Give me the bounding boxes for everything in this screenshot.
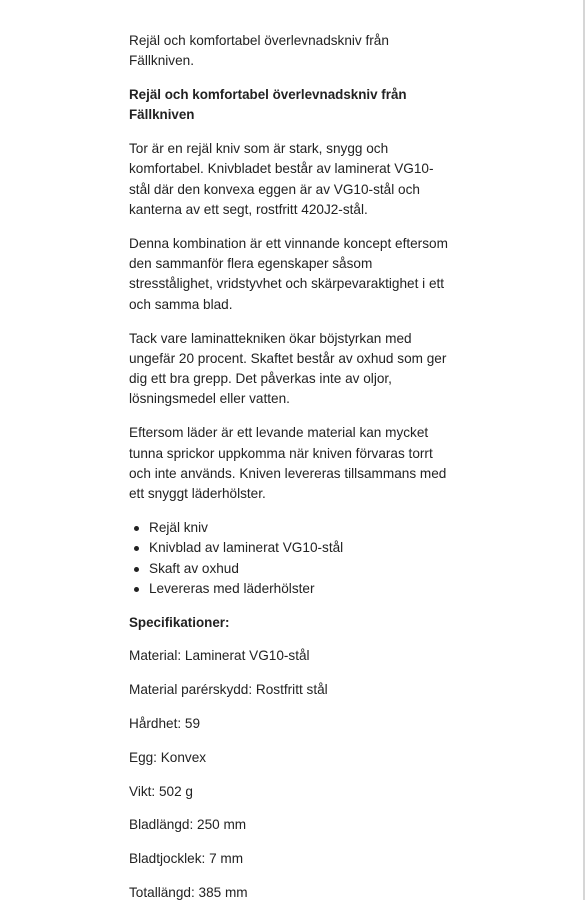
spec-row: Material parérskydd: Rostfritt stål	[129, 682, 328, 698]
feature-list-item	[149, 518, 449, 538]
bullet-icon	[134, 587, 139, 592]
intro-text: Rejäl och komfortabel överlevnadskniv från Fällkniven.	[129, 33, 389, 69]
spec-row: Bladlängd: 250 mm	[129, 817, 247, 833]
spec-row: Hårdhet: 59	[129, 716, 201, 732]
bullet-icon	[134, 546, 139, 551]
feature-list-item	[149, 559, 449, 579]
spec-row: Egg: Konvex	[129, 749, 207, 765]
feature-text: Knivblad av laminerat VG10-stål	[149, 540, 344, 556]
feature-list	[129, 518, 449, 599]
description-paragraph: Tor är en rejäl kniv som är stark, snygg och komfortabel. Knivbladet består av laminerat VG10-stål där den konvexa eggen är av VG10-stål och kanterna av ett segt, rostfritt 420J2-stål.	[129, 141, 434, 218]
description-paragraph: Tack vare laminattekniken ökar böjstyrkan med ungefär 20 procent. Skaftet består av oxhud som ger dig ett bra grepp. Det påverkas inte av oljor, lösningsmedel eller vatten.	[129, 330, 447, 407]
feature-list-item	[149, 579, 449, 599]
spec-row: Material: Laminerat VG10-stål	[129, 648, 310, 664]
description-paragraph: Eftersom läder är ett levande material kan mycket tunna sprickor uppkomma när kniven förvaras torrt och inte används. Kniven levereras tillsammans med ett snyggt läderhölster.	[129, 425, 447, 502]
bullet-icon	[134, 526, 139, 531]
spec-row: Vikt: 502 g	[129, 783, 193, 799]
product-description	[129, 31, 449, 917]
feature-list-item	[149, 538, 449, 558]
bullet-icon	[134, 567, 139, 572]
spec-row: Bladtjocklek: 7 mm	[129, 851, 244, 867]
feature-text: Skaft av oxhud	[149, 560, 239, 576]
specs-heading: Specifikationer:	[129, 614, 230, 630]
spec-row: Totallängd: 385 mm	[129, 885, 248, 900]
feature-text: Rejäl kniv	[149, 519, 208, 535]
description-heading: Rejäl och komfortabel överlevnadskniv från Fällkniven	[129, 87, 407, 123]
description-paragraph: Denna kombination är ett vinnande koncept eftersom den sammanför flera egenskaper såsom stresstålighet, vridstyvhet och skärpevaraktighet i ett och samma blad.	[129, 235, 448, 312]
feature-text: Levereras med läderhölster	[149, 580, 315, 596]
